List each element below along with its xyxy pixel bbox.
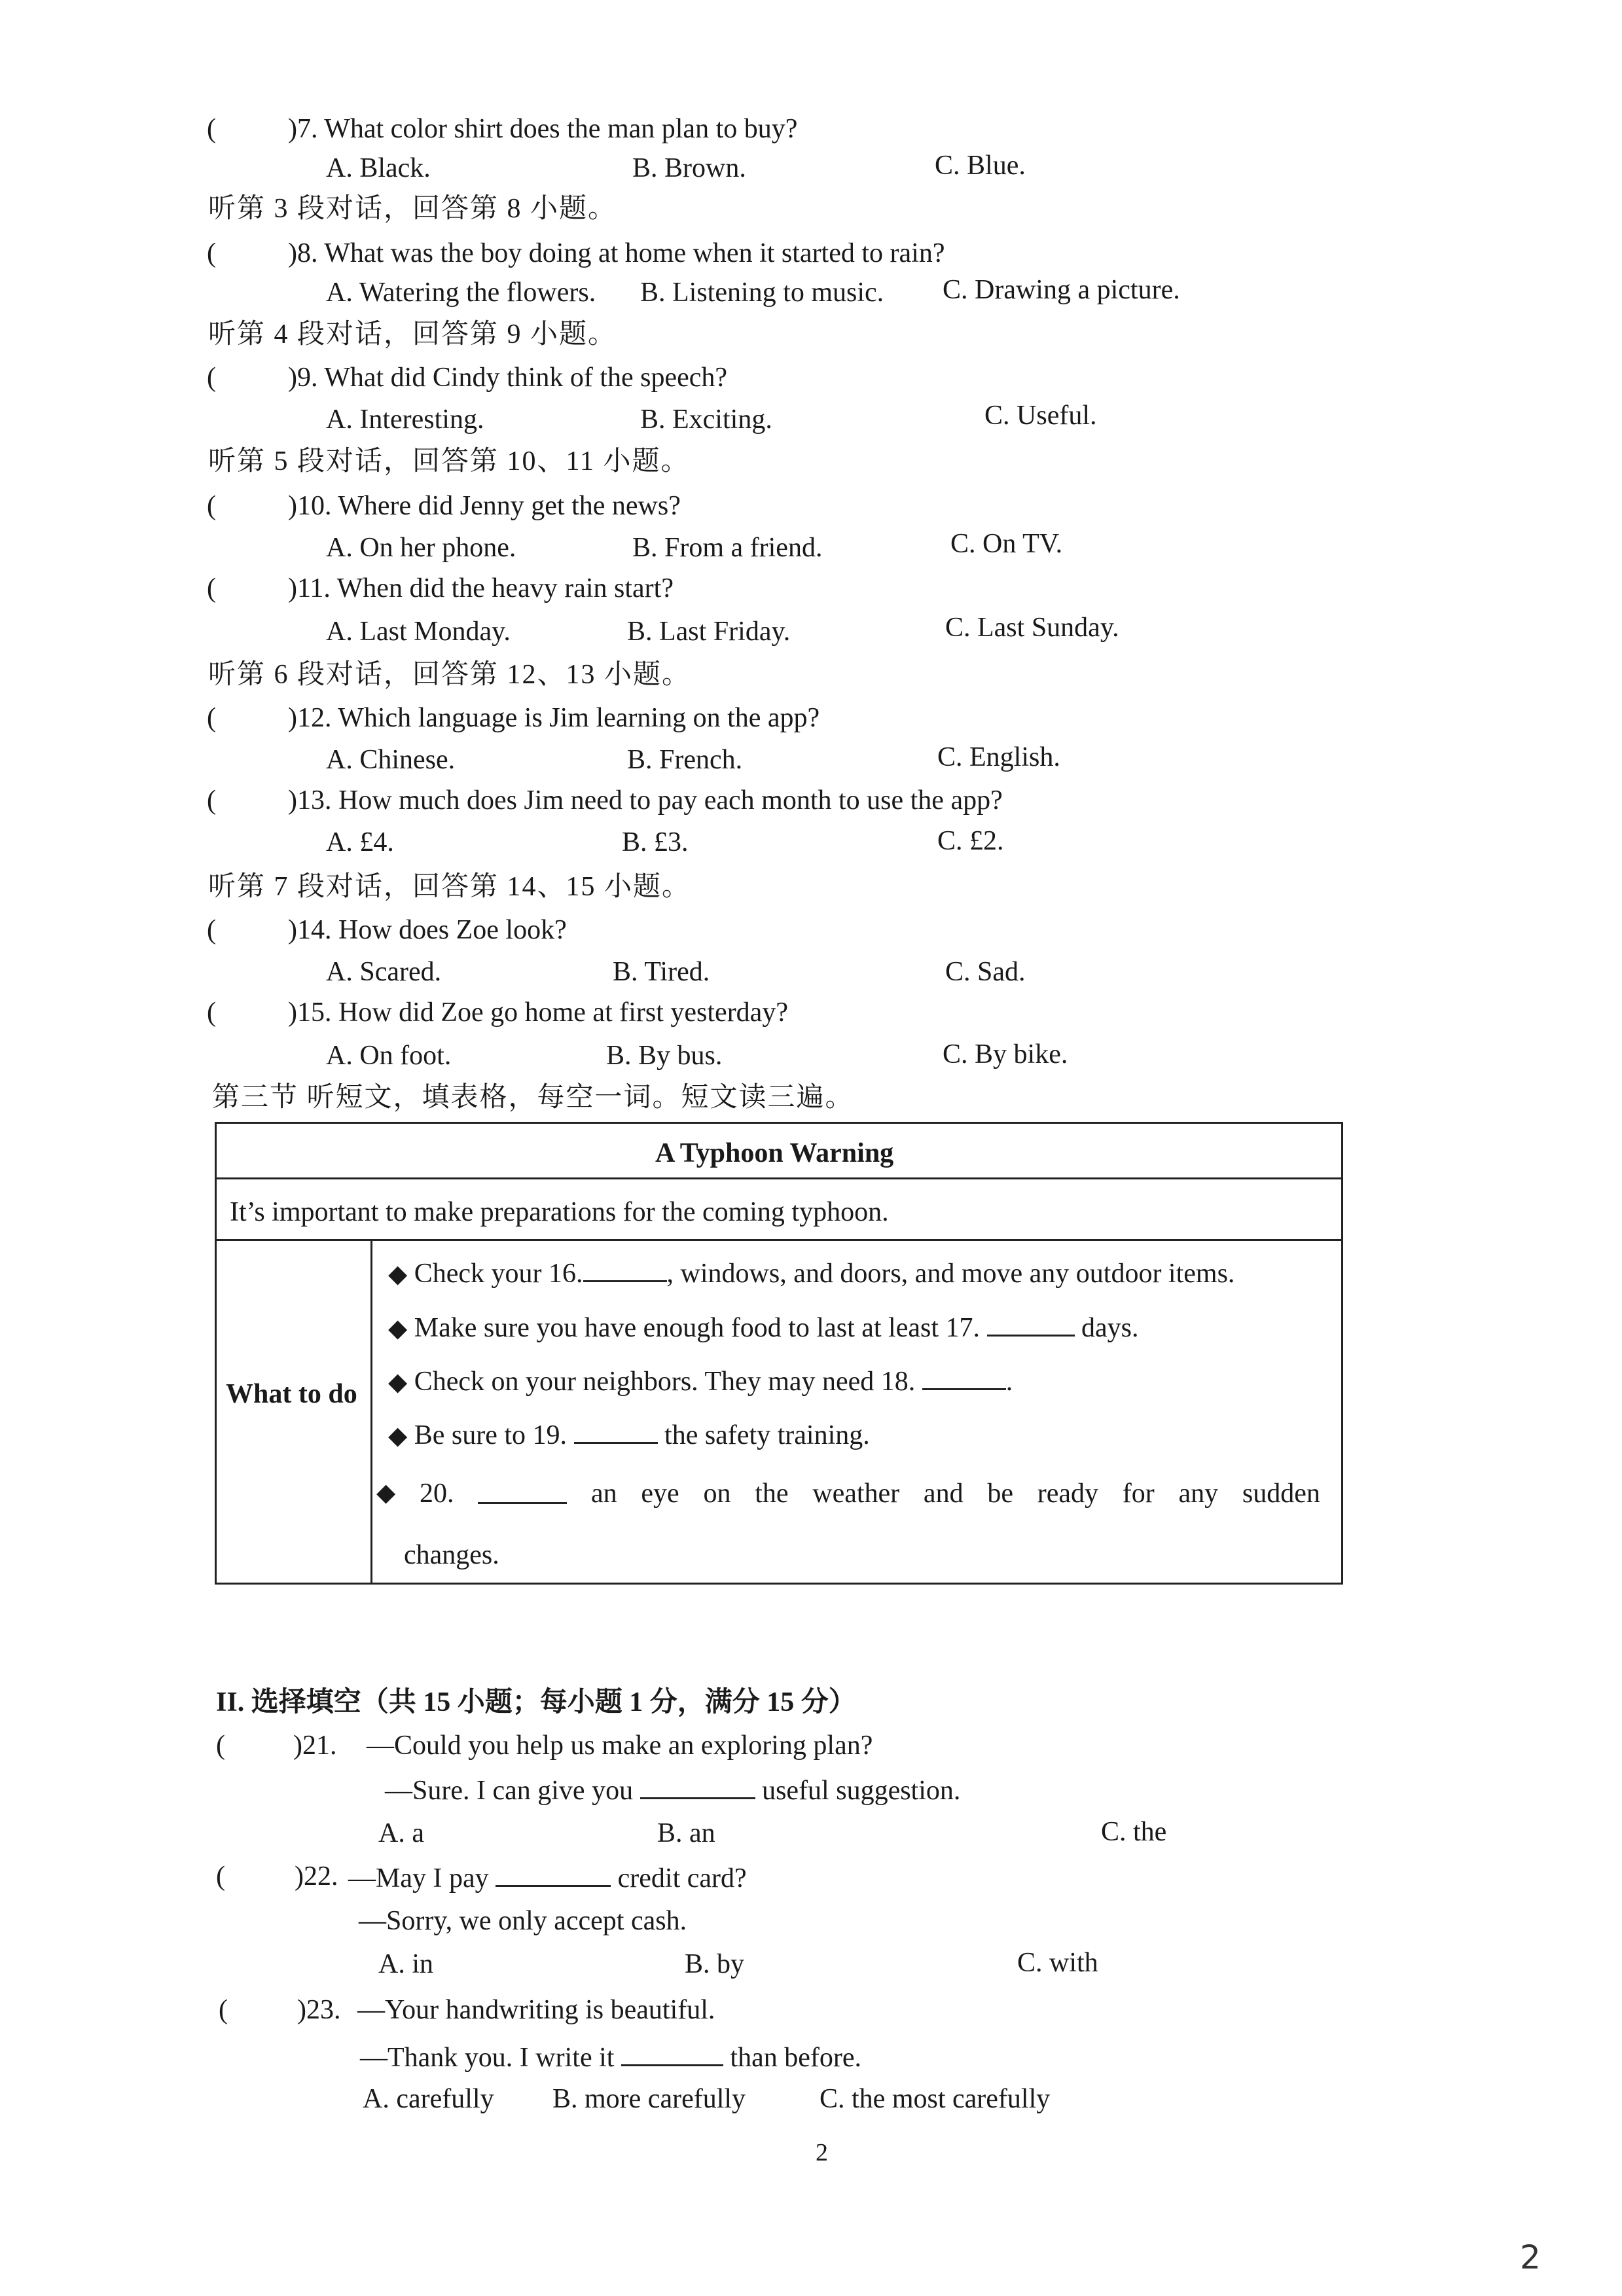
q22-option-a: A. in <box>378 1949 433 1979</box>
section-header-dialogue-3: 听第 3 段对话，回答第 8 小题。 <box>208 194 617 224</box>
q8-stem: )8. What was the boy doing at home when it started to rain? <box>288 238 945 268</box>
q9-option-a: A. Interesting. <box>326 404 484 435</box>
q15-option-b: B. By bus. <box>606 1041 723 1071</box>
table-item-20 <box>376 1480 1320 1507</box>
q13-option-b: B. £3. <box>622 827 689 857</box>
q9-paren: ( <box>207 363 216 393</box>
q21-option-c: C. the <box>1101 1817 1167 1847</box>
page-number: 2 <box>816 2139 828 2166</box>
q23-number: )23. <box>297 1995 341 2025</box>
q21-line2-after: useful suggestion. <box>762 1776 961 1806</box>
q10-stem: )10. Where did Jenny get the news? <box>288 491 681 521</box>
q11-option-c: C. Last Sunday. <box>945 613 1119 643</box>
q15-option-c: C. By bike. <box>943 1039 1068 1069</box>
q8-option-b: B. Listening to music. <box>640 278 884 308</box>
q12-paren: ( <box>207 703 216 733</box>
bullet-diamond-icon: ◆ <box>388 1259 408 1288</box>
item-16-before: Check your 16. <box>414 1259 583 1289</box>
item-18-after: . <box>1005 1367 1013 1397</box>
table-rule <box>370 1239 372 1583</box>
q12-option-b: B. French. <box>627 745 743 775</box>
table-rule <box>217 1177 1341 1179</box>
q10-option-c: C. On TV. <box>950 529 1063 559</box>
q15-paren: ( <box>207 997 216 1028</box>
item-20-word: the <box>755 1479 789 1509</box>
q11-option-b: B. Last Friday. <box>627 617 791 647</box>
q13-option-a: A. £4. <box>326 827 394 857</box>
q21-paren: ( <box>216 1731 225 1761</box>
q13-paren: ( <box>207 785 216 816</box>
q7-option-b: B. Brown. <box>632 153 746 183</box>
q7-option-c: C. Blue. <box>935 151 1026 181</box>
answer-blank-20[interactable] <box>478 1480 567 1504</box>
table-rule <box>217 1239 1341 1241</box>
item-20-word: for <box>1122 1479 1155 1509</box>
item-20-word: be <box>987 1479 1013 1509</box>
item-20-word: eye <box>641 1479 679 1509</box>
section-header-part3: 第三节 听短文，填表格，每空一词。短文读三遍。 <box>212 1083 854 1113</box>
q9-option-c: C. Useful. <box>984 401 1097 431</box>
table-item-16 <box>388 1258 1235 1287</box>
item-17-after: days. <box>1074 1313 1139 1343</box>
q14-option-a: A. Scared. <box>326 957 442 987</box>
section-header-dialogue-6: 听第 6 段对话，回答第 12、13 小题。 <box>208 660 691 690</box>
item-20-number: 20. <box>419 1479 454 1509</box>
q12-stem: )12. Which language is Jim learning on the app? <box>288 703 820 733</box>
answer-blank-19[interactable] <box>574 1420 658 1444</box>
q10-paren: ( <box>207 491 216 521</box>
q23-paren: ( <box>219 1995 228 2025</box>
q22-option-c: C. with <box>1017 1948 1098 1978</box>
q23-line2-before: —Thank you. I write it <box>360 2043 615 2073</box>
table-intro: It’s important to make preparations for the coming typhoon. <box>230 1197 889 1227</box>
answer-blank-23[interactable] <box>621 2042 723 2066</box>
item-18-before: Check on your neighbors. They may need 18. <box>414 1367 916 1397</box>
q22-number: )22. <box>295 1861 338 1892</box>
q12-option-c: C. English. <box>937 742 1060 772</box>
q11-stem: )11. When did the heavy rain start? <box>288 573 674 603</box>
q7-stem: )7. What color shirt does the man plan to buy? <box>288 114 798 144</box>
corner-page-number: 2 <box>1520 2238 1541 2276</box>
item-17-before: Make sure you have enough food to last at least 17. <box>414 1313 981 1343</box>
q21-line1: —Could you help us make an exploring plan? <box>367 1731 873 1761</box>
q13-option-c: C. £2. <box>937 826 1004 856</box>
q14-option-c: C. Sad. <box>945 957 1026 987</box>
q23-line2 <box>360 2042 861 2072</box>
q23-line2-after: than before. <box>730 2043 861 2073</box>
q22-option-b: B. by <box>685 1949 745 1979</box>
item-20-word: weather <box>812 1479 900 1509</box>
q21-line2-before: —Sure. I can give you <box>385 1776 634 1806</box>
q13-stem: )13. How much does Jim need to pay each month to use the app? <box>288 785 1003 816</box>
item-20-continuation: changes. <box>404 1540 499 1570</box>
q10-option-a: A. On her phone. <box>326 533 516 563</box>
q7-paren: ( <box>207 114 216 144</box>
q22-line2: —Sorry, we only accept cash. <box>359 1906 687 1936</box>
q14-option-b: B. Tired. <box>613 957 710 987</box>
q22-paren: ( <box>216 1861 225 1892</box>
q12-option-a: A. Chinese. <box>326 745 456 775</box>
q22-line1-after: credit card? <box>617 1863 747 1893</box>
q23-option-a: A. carefully <box>363 2084 494 2114</box>
answer-blank-17[interactable] <box>987 1312 1075 1336</box>
section-header-part2: II. 选择填空（共 15 小题；每小题 1 分，满分 15 分） <box>216 1687 856 1717</box>
q14-paren: ( <box>207 915 216 945</box>
item-20-word: on <box>703 1479 731 1509</box>
bullet-diamond-icon: ◆ <box>376 1478 396 1507</box>
q14-stem: )14. How does Zoe look? <box>288 915 567 945</box>
answer-blank-21[interactable] <box>640 1775 755 1799</box>
q9-stem: )9. What did Cindy think of the speech? <box>288 363 728 393</box>
table-title: A Typhoon Warning <box>655 1138 894 1168</box>
q23-option-b: B. more carefully <box>552 2084 746 2114</box>
item-20-word: sudden <box>1242 1479 1320 1509</box>
bullet-diamond-icon: ◆ <box>388 1421 408 1450</box>
item-19-before: Be sure to 19. <box>414 1420 568 1450</box>
bullet-diamond-icon: ◆ <box>388 1367 408 1396</box>
q8-option-c: C. Drawing a picture. <box>943 275 1180 305</box>
section-header-dialogue-7: 听第 7 段对话，回答第 14、15 小题。 <box>208 872 691 902</box>
section-header-dialogue-4: 听第 4 段对话，回答第 9 小题。 <box>208 319 617 350</box>
q23-option-c: C. the most carefully <box>820 2084 1051 2114</box>
q8-option-a: A. Watering the flowers. <box>326 278 596 308</box>
q7-option-a: A. Black. <box>326 153 431 183</box>
item-19-after: the safety training. <box>657 1420 870 1450</box>
item-20-word: any <box>1178 1479 1219 1509</box>
q21-line2 <box>385 1775 960 1804</box>
q22-line1-before: —May I pay <box>348 1863 489 1893</box>
q21-option-a: A. a <box>378 1818 424 1848</box>
q22-line1 <box>348 1863 747 1892</box>
q21-number: )21. <box>293 1731 337 1761</box>
q11-option-a: A. Last Monday. <box>326 617 511 647</box>
bullet-diamond-icon: ◆ <box>388 1314 408 1342</box>
table-item-17 <box>388 1312 1139 1342</box>
item-16-after: , windows, and doors, and move any outdoor items. <box>666 1259 1235 1289</box>
q11-paren: ( <box>207 573 216 603</box>
q15-option-a: A. On foot. <box>326 1041 452 1071</box>
item-20-word: and <box>923 1479 964 1509</box>
answer-blank-16[interactable] <box>583 1258 667 1282</box>
table-side-label: What to do <box>226 1379 357 1409</box>
table-item-18 <box>388 1366 1013 1395</box>
q9-option-b: B. Exciting. <box>640 404 772 435</box>
typhoon-warning-table <box>215 1122 1343 1585</box>
answer-blank-22[interactable] <box>496 1863 611 1887</box>
section-header-dialogue-5: 听第 5 段对话，回答第 10、11 小题。 <box>208 446 690 476</box>
item-20-word: ready <box>1037 1479 1099 1509</box>
q21-option-b: B. an <box>657 1818 715 1848</box>
q10-option-b: B. From a friend. <box>632 533 823 563</box>
q15-stem: )15. How did Zoe go home at first yesterday? <box>288 997 788 1028</box>
q23-line1: —Your handwriting is beautiful. <box>357 1995 715 2025</box>
q8-paren: ( <box>207 238 216 268</box>
item-20-word: an <box>590 1479 617 1509</box>
answer-blank-18[interactable] <box>922 1366 1006 1390</box>
table-item-19 <box>388 1420 870 1449</box>
